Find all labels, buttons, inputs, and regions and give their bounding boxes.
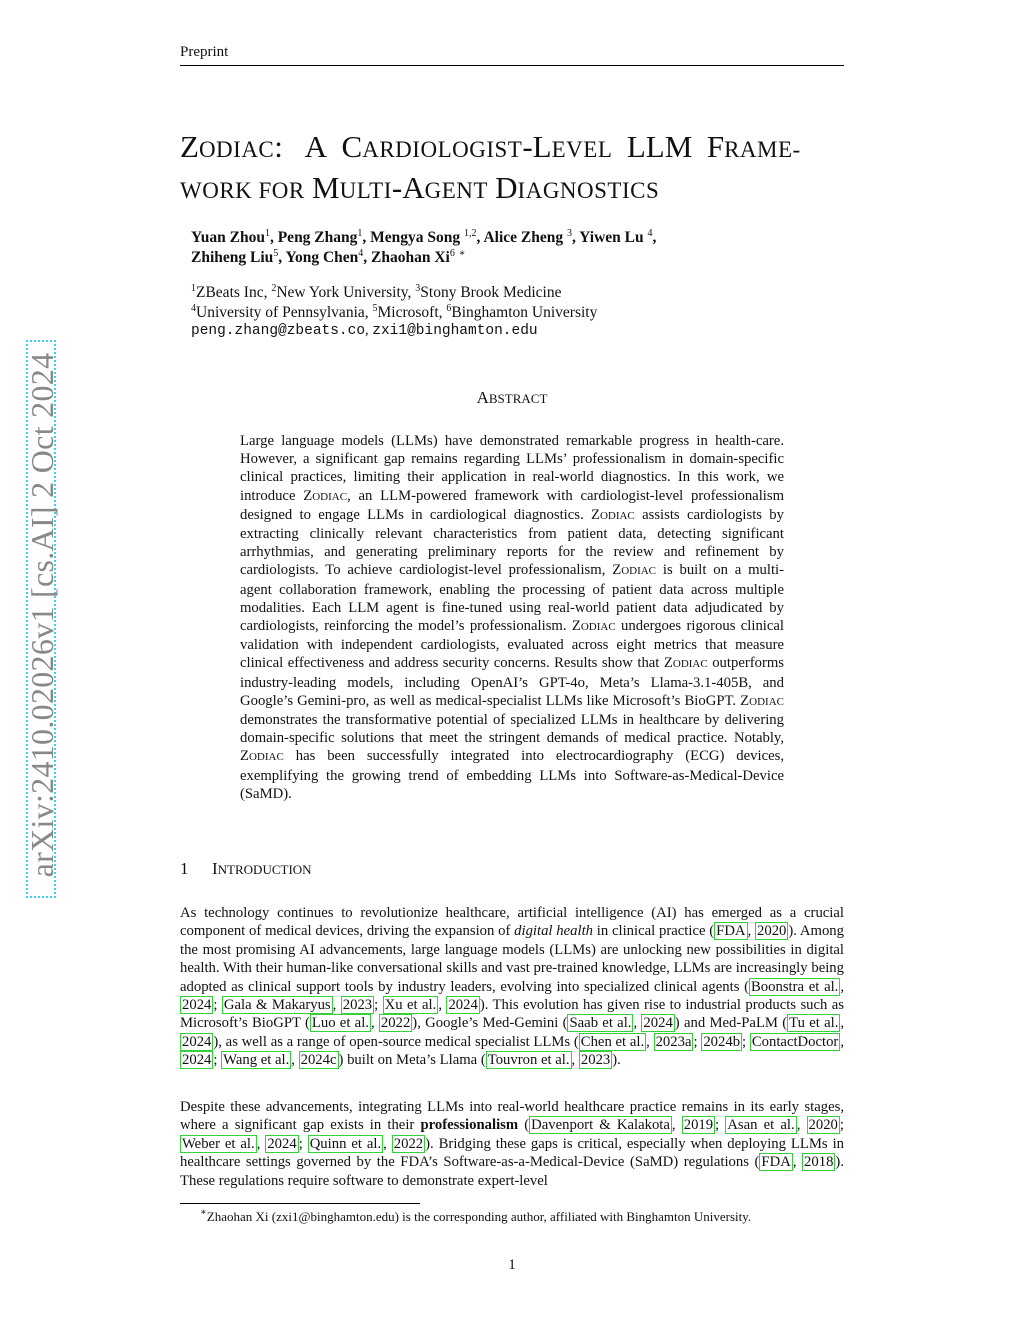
citation-link[interactable]: Touvron et al. — [487, 1052, 570, 1069]
citation-link[interactable]: Davenport & Kalakota — [531, 1117, 670, 1134]
citation-link[interactable]: 2023 — [580, 1052, 611, 1069]
contact-emails: peng.zhang@zbeats.co, zxi1@binghamton.edu — [191, 322, 538, 339]
affiliations: $^1$ZBeats Inc, $^2$New York University, $^3$Stony Brook Medicine $^4$University of Pennsylvania, $^5$Microsoft, $^6$Binghamton University — [191, 283, 598, 321]
citation-link[interactable]: 2023a — [655, 1033, 692, 1050]
page-number: 1 — [508, 1257, 516, 1273]
citation-link[interactable]: 2024 — [182, 1033, 212, 1050]
citation-link[interactable]: Xu et al. — [384, 997, 437, 1014]
citation-link[interactable]: Wang et al. — [223, 1052, 290, 1069]
author-list: Yuan Zhou$^1$, Peng Zhang$^1$, Mengya Song $^{1,2}$, Alice Zheng $^3$, Yiwen Lu $^4$, Zhiheng Liu$^5$, Yong Chen$^4$, Zhaohan Xi$^6$ ∗ — [191, 228, 657, 266]
citation-link[interactable]: 2020 — [757, 923, 787, 940]
section-heading-introduction: 1 INTRODUCTION — [180, 859, 312, 878]
email-link[interactable]: zxi1@binghamton.edu — [372, 323, 538, 339]
citation-link[interactable]: 2024 — [182, 997, 212, 1014]
header-rule — [180, 65, 844, 66]
citation-link[interactable]: 2023 — [342, 997, 373, 1014]
citation-link[interactable]: FDA — [716, 923, 746, 940]
paper-title: ZODIAC: A CARDIOLOGIST-LEVEL LLM FRAME- WORK FOR MULTI-AGENT DIAGNOSTICS — [180, 129, 801, 205]
citation-link[interactable]: 2024b — [703, 1033, 741, 1050]
footnote-rule — [180, 1203, 420, 1204]
citation-link[interactable]: ContactDoctor — [751, 1033, 839, 1050]
abstract-body: Large language models (LLMs) have demonstrated remarkable progress in health-care. However, a significant gap remains regarding LLMs’ professionalism in domain-specific clinical practices, limiting their application in real-world diagnostics. In this work, we introduce ZODIAC, an LLM-powered framework with cardiologist-level professionalism designed to engage LLMs in cardiological diagnostics. ZODIAC assists cardiologists by extracting clinically relevant characteristics from patient data, detecting significant arrhythmias, and generating preliminary reports for the review and refinement by cardiologists. To achieve cardiologist-level professionalism, ZODIAC is built on a multi-agent collaboration framework, enabling the processing of patient data across multiple modalities. Each LLM agent is fine-tuned using real-world patient data adjudicated by cardiologists, reinforcing the model’s professionalism. ZODIAC undergoes rigorous clinical validation with independent cardiologists, evaluated across eight metrics that measure clinical effectiveness and address security concerns. Results show that ZODIAC outperforms industry-leading models, including OpenAI’s GPT-4o, Meta’s Llama-3.1-405B, and Google’s Gemini-pro, as well as medical-specialist LLMs like Microsoft’s BioGPT. ZODIAC demonstrates the transformative potential of specialized LLMs in healthcare by delivering domain-specific solutions that meet the stringent demands of medical practice. Notably, ZODIAC has been successfully integrated into electrocardiography (ECG) devices, exemplifying the growing trend of embedding LLMs into Software-as-Medical-Device (SaMD). — [240, 433, 785, 802]
citation-link[interactable]: 2019 — [683, 1117, 714, 1134]
intro-paragraph-2: Despite these advancements, integrating LLMs into real-world healthcare practice remains in its early stages, where a significant gap exists in their professionalism ( Davenport & Kalakota , 2019 ; Asan et al. , 2020 ; Weber et al. , 2024 ; Quinn et al. , 2022 ). Bridging these gaps is critical, especially when deploying LLMs in healthcare settings governed by the FDA’s Software-as-a-Medical-Device (SaMD) regulations ( FDA , 2018 ). These regulations require software to demonstrate expert-level — [180, 1099, 844, 1189]
citation-link[interactable]: FDA — [761, 1154, 791, 1171]
citation-link[interactable]: Asan et al. — [727, 1117, 795, 1134]
author: Alice Zheng — [483, 229, 564, 246]
citation-link[interactable]: Luo et al. — [311, 1015, 369, 1032]
arxiv-stamp[interactable] — [12, 340, 64, 900]
author: Mengya Song — [370, 229, 461, 246]
citation-link[interactable]: Gala & Makaryus — [223, 997, 331, 1014]
footnote: ∗Zhaohan Xi (zxi1@binghamton.edu) is the corresponding author, affiliated with Binghamton University. — [200, 1207, 752, 1224]
author: Yiwen Lu — [579, 229, 644, 246]
citation-link[interactable]: 2024 — [643, 1015, 673, 1032]
author: Peng Zhang — [277, 229, 358, 246]
citation-link[interactable]: 2022 — [393, 1135, 424, 1152]
citation-link[interactable]: 2024c — [300, 1052, 337, 1069]
citation-link[interactable]: 2022 — [380, 1015, 411, 1032]
author: Zhiheng Liu — [191, 249, 274, 266]
abstract-heading: ABSTRACT — [476, 388, 548, 407]
citation-link[interactable]: 2024 — [182, 1052, 212, 1069]
citation-link[interactable]: 2024 — [448, 997, 478, 1014]
email-link[interactable]: peng.zhang@zbeats.co — [191, 323, 366, 339]
citation-link[interactable]: 2018 — [804, 1154, 834, 1171]
citation-link[interactable]: Quinn et al. — [309, 1135, 382, 1152]
citation-link[interactable]: 2020 — [808, 1117, 838, 1134]
citation-link[interactable]: Weber et al. — [182, 1135, 255, 1152]
author: Zhaohan Xi — [371, 249, 450, 266]
citation-link[interactable]: Chen et al. — [580, 1033, 645, 1050]
running-header: Preprint — [180, 44, 229, 60]
citation-link[interactable]: Boonstra et al. — [751, 978, 839, 995]
author: Yong Chen — [285, 249, 359, 266]
arxiv-stamp-text: arXiv:2410.02026v1 [cs.AI] 2 Oct 2024 — [24, 352, 60, 878]
citation-link[interactable]: Saab et al. — [569, 1015, 632, 1032]
citation-link[interactable]: Tu et al. — [789, 1015, 839, 1032]
intro-paragraph-1: As technology continues to revolutionize healthcare, artificial intelligence (AI) has emerged as a crucial component of medical devices, driving the expansion of digital health in clinical practice ( FDA , 2020 ). Among the most promising AI advancements, large language models (LLMs) are unlocking new possibilities in digital health. With their human-like conversational skills and vast pre-trained knowledge, LLMs are increasingly being adopted as clinical support tools by industry leaders, evolving into specialized clinical agents ( Boonstra et al. , 2024 ; Gala & Makaryus , 2023 ; Xu et al. , 2024 ). This evolution has given rise to industrial products such as Microsoft’s BioGPT ( Luo et al. , 2022 ), Google’s Med-Gemini ( Saab et al. , 2024 ) and Med-PaLM ( Tu et al. , 2024 ), as well as a range of open-source medical specialist LLMs ( Chen et al. , 2023a ; 2024b ; ContactDoctor , 2024 ; Wang et al. , 2024c ) built on Meta’s Llama ( Touvron et al. , 2023 ). — [180, 905, 845, 1069]
author: Yuan Zhou — [191, 229, 265, 246]
citation-link[interactable]: 2024 — [267, 1135, 297, 1152]
